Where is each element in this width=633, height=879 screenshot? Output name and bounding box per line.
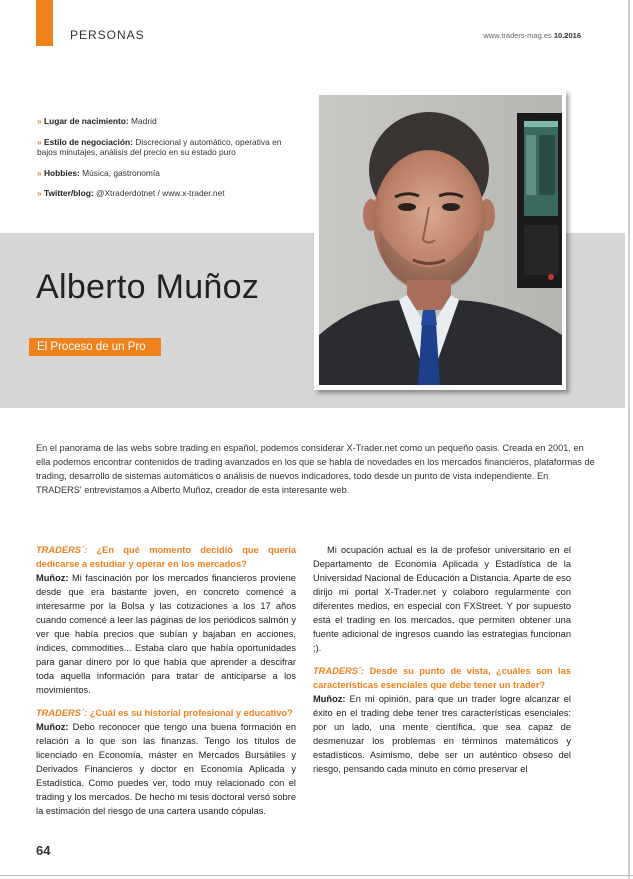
fact-twitter [37, 188, 299, 199]
issue-date: 10.2016 [553, 31, 581, 40]
fact-birthplace [37, 116, 299, 127]
fact-label: Twitter/blog: [44, 188, 94, 198]
question-2 [36, 706, 296, 818]
fact-style [37, 137, 299, 158]
fact-value: Discrecional y automático, operativa en bajos minutajes, análisis del precio en su estado puro [37, 136, 282, 157]
double-arrow-icon: » [37, 116, 42, 126]
page-bottom-line [0, 875, 633, 876]
question-1 [36, 543, 296, 697]
fact-label: Lugar de nacimiento: [44, 116, 129, 126]
answer-2-continued: Mi ocupación actual es la de profesor universitario en el Departamento de Economía Aplicada y Estadística de la Universidad Nacional de Educación a Distancia. Aparte de eso dirijo mi portal X-Trader.net y colaboro regularmente con diferentes medios, en especial con FXStreet. Y por supuesto está el trading en los mercados, que permiten obtener una fuente adicional de ingresos cuando las estrategias funcionan ;). [313, 545, 571, 653]
question-3 [313, 664, 571, 776]
fact-label: Estilo de negociación: [44, 136, 133, 147]
page-title: Alberto Muñoz [36, 268, 260, 306]
header-issue [483, 31, 581, 40]
section-tab [36, 0, 53, 46]
section-label: PERSONAS [70, 28, 145, 42]
column-right [313, 543, 571, 785]
fact-label: Hobbies: [44, 167, 80, 178]
column-left [36, 543, 296, 827]
speaker-label: Muñoz: [36, 722, 69, 732]
site-url: www.traders-mag.es [483, 31, 552, 40]
question-text: ¿Cuál es su historial profesional y educativo? [89, 708, 293, 718]
question-text: ¿En qué momento decidió que quería dedicarse a estudiar y operar en los mercados? [36, 545, 296, 569]
answer-text: En mi opinión, para que un trader logre alcanzar el éxito en el trading debe tener tres características esenciales: por un lado, una mente científica, que sea capaz de desmenuzar los problemas en términos matemáticos y estadísticos. Asimismo, debe ser un auténtico obseso del riesgo, pensando cada minuto en cómo preservar el [313, 694, 571, 774]
double-arrow-icon: » [37, 188, 42, 198]
intro-paragraph: En el panorama de las webs sobre trading en español, podemos considerar X-Trader.net como un pequeño oasis. Creada en 2001, en ella podemos encontrar contenidos de trading avanzados en los que se habla de novedades en los mercados financieros, plataformas de trading, desarrollo de sistemas automáticos o análisis de nuevos indicadores, todo desde un punto de vista independiente. En TRADERS' entrevistamos a Alberto Muñoz, creador de esta interesante web. [36, 443, 595, 495]
portrait-photo [319, 95, 562, 385]
subtitle-badge: El Proceso de un Pro [29, 338, 161, 356]
brand-label: TRADERS´: [313, 666, 365, 676]
page-number: 64 [36, 843, 51, 858]
fact-hobbies [37, 168, 299, 179]
answer-text: Debo reconocer que tengo una buena formación en relación a lo que son las finanzas. Tengo los títulos de licenciado en Economía, máster en Mercados Bursátiles y Derivados Financieros y doctor en Economía Aplicada y Estadística. Como puedes ver, todo muy relacionado con el trading y los mercados. De hecho mi tesis doctoral versó sobre la estimación del riesgo de una cartera usando cópulas. [36, 722, 296, 816]
fact-value: Madrid [131, 116, 157, 126]
answer-text: Mi fascinación por los mercados financieros proviene desde que era bastante joven, en concreto comencé a interesarme por la Bolsa y las cotizaciones a los 17 años cuando comencé a leer las páginas de los periódicos salmón y ver que había precios que subían y bajaban en acciones, índices, commodities... Estaba claro que había oportunidades para ganar dinero por lo que había que aprender a descifrar toda aquella información para tratar de anticiparse a los movimientos. [36, 573, 296, 695]
double-arrow-icon: » [37, 136, 42, 147]
brand-label: TRADERS´: [36, 708, 88, 718]
question-text: Desde su punto de vista, ¿cuáles son las características esenciales que debe tener un trader? [313, 666, 571, 690]
speaker-label: Muñoz: [313, 694, 346, 704]
fact-value: Música, gastronomía [82, 167, 160, 178]
fact-value: @Xtraderdotnet / www.x-trader.net [95, 188, 225, 198]
page-edge [628, 0, 630, 879]
speaker-label: Muñoz: [36, 573, 69, 583]
double-arrow-icon: » [37, 167, 42, 178]
brand-label: TRADERS´: [36, 545, 88, 555]
facts-list [37, 116, 299, 209]
